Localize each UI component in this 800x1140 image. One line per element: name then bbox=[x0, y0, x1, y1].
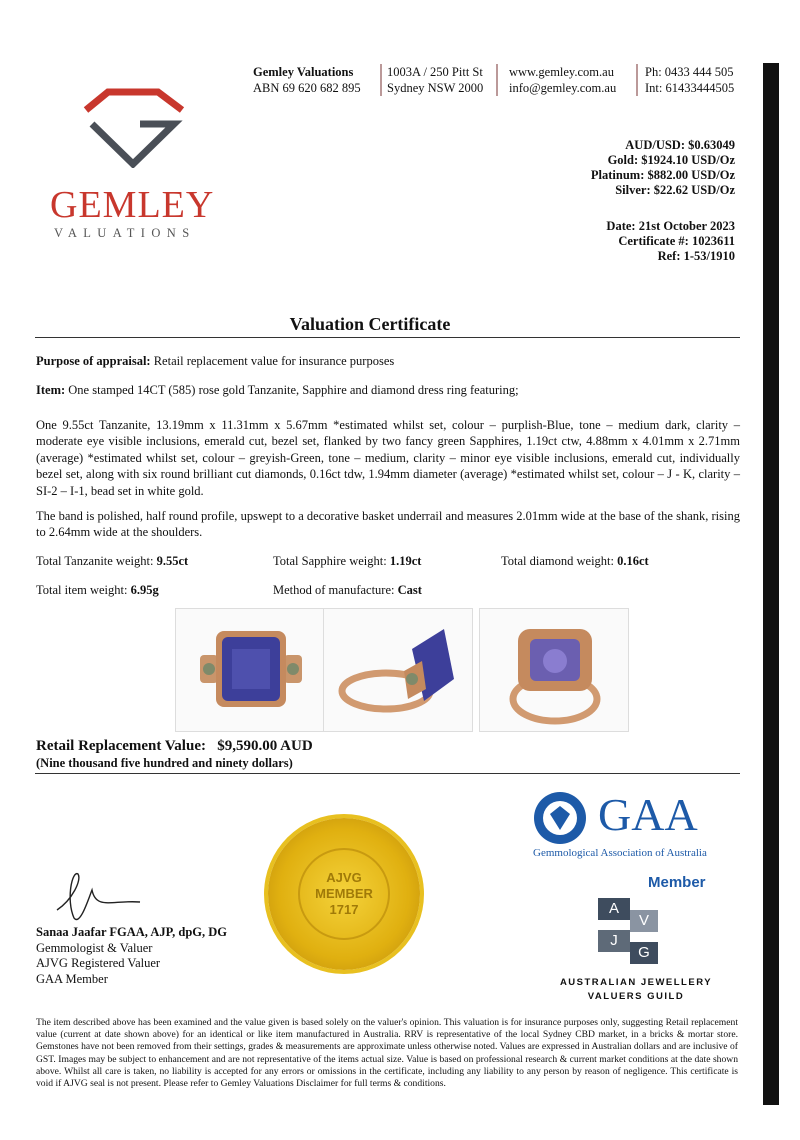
website-link[interactable]: www.gemley.com.au bbox=[509, 65, 614, 79]
divider bbox=[636, 64, 638, 96]
address-block: 1003A / 250 Pitt St Sydney NSW 2000 bbox=[387, 65, 484, 95]
gaa-full-name: Gemmological Association of Australia bbox=[533, 847, 707, 859]
retail-value: Retail Replacement Value: $9,590.00 AUD bbox=[36, 738, 313, 754]
page-title: Valuation Certificate bbox=[289, 314, 451, 334]
divider bbox=[496, 64, 498, 96]
signatory: Sanaa Jaafar FGAA, AJP, dpG, DG Gemmologist & Valuer AJVG Registered Valuer GAA Member bbox=[36, 925, 228, 986]
gemley-logo-icon bbox=[78, 88, 188, 168]
gaa-name: GAA bbox=[598, 789, 698, 840]
logo-tagline: VALUATIONS bbox=[54, 226, 196, 240]
value-in-words: (Nine thousand five hundred and ninety dollars) bbox=[36, 756, 293, 770]
description: One 9.55ct Tanzanite, 13.19mm x 11.31mm x 5.67mm *estimated whilst set, colour – purplish-Blue, tone – medium dark, clarity – moderate eye visible inclusions, emerald cut, bezel set, flanked by two fancy green Sapphires, 1.19ct ctw, 4.88mm x 4.01mm x 2.71mm (average) *estimated whilst set, colour – greyish-Green, tone – medium, clarity – minor eye visible inclusions, emerald cut, individually bezel set, along with six round brilliant cut diamonds, 0.16ct tdw, 1.94mm diameter (average) *estimated whilst set, colour – J - K, clarity – SI-2 – I-1, bead set in white gold. bbox=[36, 418, 740, 498]
disclaimer: The item described above has been examined and the value given is based solely on the valuer's opinion. This valuation is for insurance purposes only, suggesting Retail replacement value (current at date shown above) for an identical or like item manufactured in Australia. RRV is representative of the local Sydney CBD market, in a bricks & mortar store. Gemstones have not been removed from their settings, grades & measurements are approximate unless otherwise noted. Values are expressed in Australian dollars and are inclusive of GST. Images may be subject to enhancement and are not representative of the items actual size. Value is based on professional research & current market conditions at the date shown above. Whilst all care is taken, no liability is accepted for any errors or omissions in the certificate, including any liability to any person by reason of negligence. This certificate is void if AJVG seal is not present. Please refer to Gemley Valuations Disclaimer for full terms & conditions. bbox=[36, 1017, 738, 1090]
metal-rates: AUD/USD: $0.63049 Gold: $1924.10 USD/Oz Platinum: $882.00 USD/Oz Silver: $22.62 USD/Oz bbox=[590, 138, 735, 197]
total-item-weight: Total item weight: 6.95g bbox=[36, 583, 159, 597]
ajvg-name: AUSTRALIAN JEWELLERY VALUERS GUILD bbox=[559, 977, 713, 1002]
divider bbox=[35, 337, 740, 338]
company-block bbox=[253, 64, 361, 96]
side-bar bbox=[763, 63, 779, 1105]
gaa-member: Member bbox=[648, 874, 706, 891]
abn: ABN 69 620 682 895 bbox=[253, 81, 361, 95]
total-diamond: Total diamond weight: 0.16ct bbox=[501, 554, 649, 568]
manufacture-method: Method of manufacture: Cast bbox=[273, 583, 422, 597]
ring-photo-side bbox=[323, 608, 473, 732]
certificate-meta: Date: 21st October 2023 Certificate #: 1023611 Ref: 1-53/1910 bbox=[606, 219, 735, 263]
total-sapphire: Total Sapphire weight: 1.19ct bbox=[273, 554, 422, 568]
web-block bbox=[509, 64, 616, 96]
item: Item: One stamped 14CT (585) rose gold Tanzanite, Sapphire and diamond dress ring featuring; bbox=[36, 383, 519, 397]
ring-photo-top bbox=[175, 608, 325, 732]
phone-block: Ph: 0433 444 505 Int: 61433444505 bbox=[645, 65, 735, 95]
ring-photo-back bbox=[479, 608, 629, 732]
purpose: Purpose of appraisal: Retail replacement value for insurance purposes bbox=[36, 354, 395, 368]
band-description: The band is polished, half round profile, upswept to a decorative basket underrail and measures 2.01mm wide at the base of the shank, rising to 2.64mm wide at the shoulders. bbox=[36, 509, 740, 540]
gaa-emblem-icon bbox=[530, 790, 592, 848]
company-name: Gemley Valuations bbox=[253, 65, 354, 79]
email-link[interactable]: info@gemley.com.au bbox=[509, 81, 617, 95]
ajvg-seal: AJVG MEMBER 1717 bbox=[268, 818, 420, 970]
ajvg-logo: A V J G bbox=[598, 898, 662, 964]
signature-icon bbox=[52, 870, 142, 926]
divider bbox=[35, 773, 740, 774]
divider bbox=[380, 64, 382, 96]
logo-name: GEMLEY bbox=[50, 184, 215, 226]
total-tanzanite: Total Tanzanite weight: 9.55ct bbox=[36, 554, 189, 568]
